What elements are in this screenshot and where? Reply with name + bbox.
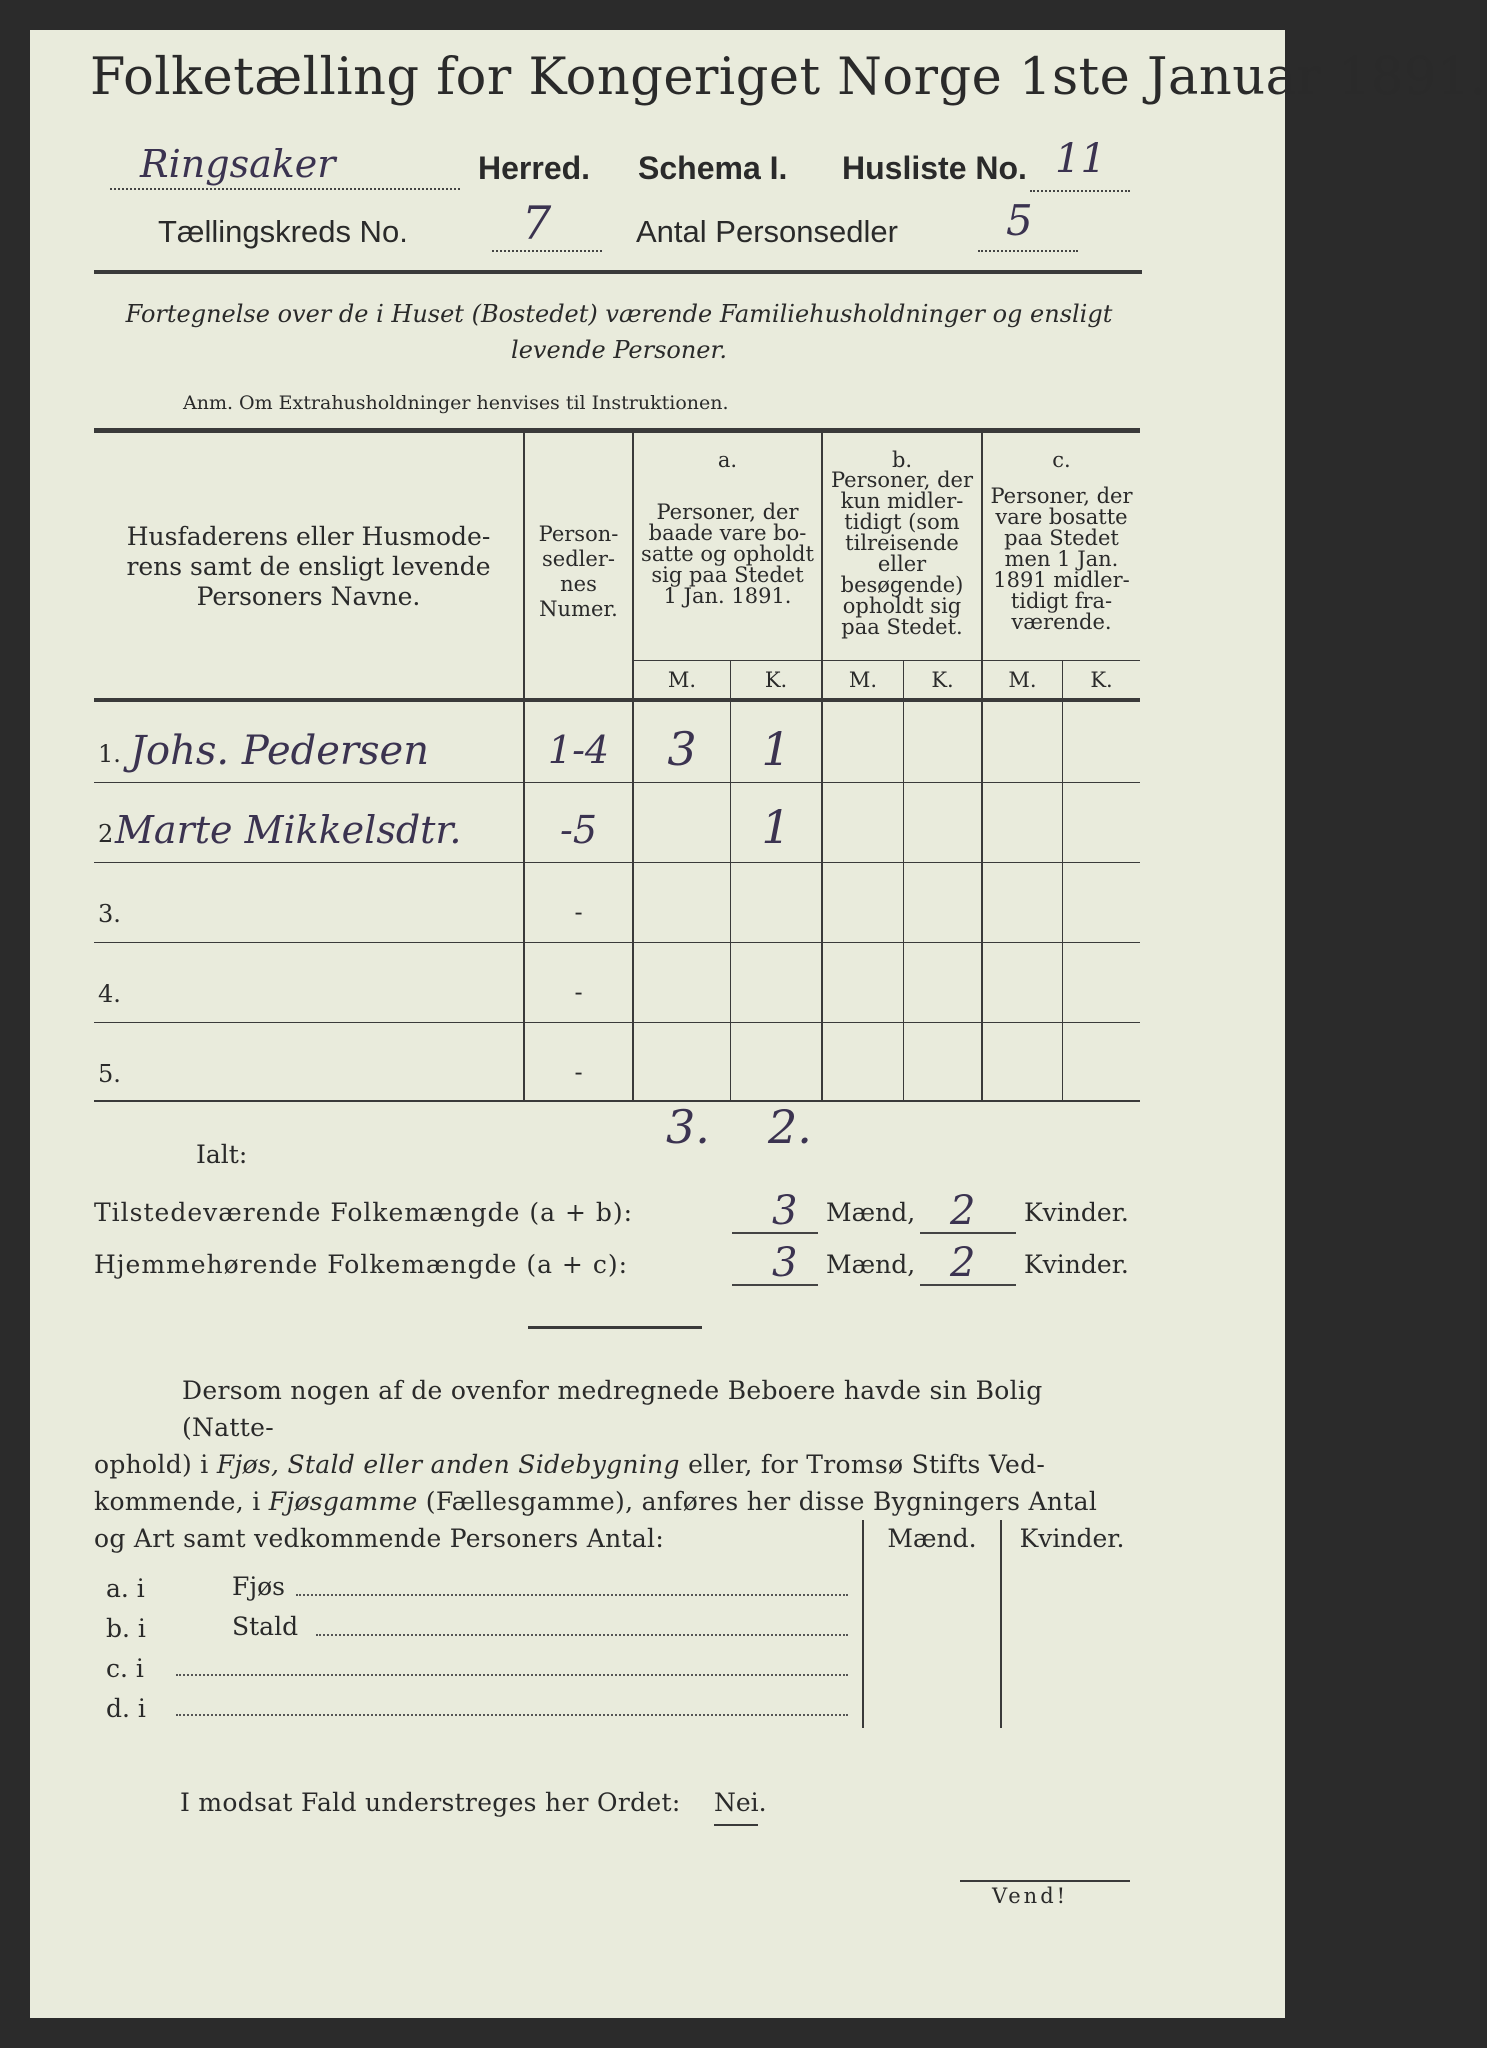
col-b-m: M.	[848, 668, 878, 692]
table-header-rule	[94, 698, 1140, 702]
tilstede-m: 3	[772, 1188, 798, 1234]
col-a-line: baade vare bo-	[648, 521, 807, 545]
col-a-m: M.	[667, 668, 697, 692]
row-number: 2	[98, 820, 114, 848]
col-c-line: tidigt fra-	[1010, 589, 1113, 613]
col-divider	[903, 660, 904, 1100]
hjemme-m-field	[732, 1240, 818, 1286]
herred-label: Herred.	[478, 150, 591, 186]
col-a-line: sig paa Stedet	[651, 563, 804, 587]
row-number: 4.	[98, 980, 121, 1008]
table-top-rule	[94, 428, 1140, 433]
col-b-line: tidigt (som	[844, 510, 960, 534]
tilstede-maend: Mænd,	[826, 1198, 916, 1227]
row-a-m: 3	[667, 722, 697, 776]
hjemme-maend: Mænd,	[826, 1250, 916, 1279]
intro-line1: Fortegnelse over de i Huset (Bostedet) værende Familiehusholdninger og ensligt	[125, 300, 1113, 328]
paragraph-line: og Art samt vedkommende Personers Antal:	[94, 1524, 665, 1553]
section-divider	[528, 1326, 702, 1329]
text-span: kommende, i	[94, 1487, 269, 1516]
col-num-header	[525, 522, 632, 622]
antal-label: Antal Personsedler	[636, 214, 898, 249]
tilstede-m-field	[732, 1188, 818, 1234]
col-b-line: eller	[877, 552, 927, 576]
row-rule	[94, 942, 1140, 943]
nei-word: Nei.	[714, 1788, 767, 1817]
herred-value: Ringsaker	[140, 142, 336, 186]
row-number: 3.	[98, 900, 121, 928]
census-form-page	[30, 30, 1487, 2018]
item-d-label: d. i	[106, 1694, 146, 1723]
row-num: 1-4	[547, 728, 610, 772]
taellingskreds-field	[492, 196, 602, 252]
item-b-label: b. i	[106, 1614, 146, 1643]
col-c-line: 1891 midler-	[993, 568, 1130, 592]
row-a-k: 1	[761, 800, 791, 854]
row-num: -	[574, 1058, 583, 1086]
col-c-line: men 1 Jan.	[1004, 547, 1119, 571]
col-a-line: 1 Jan. 1891.	[663, 584, 792, 608]
col-c-line: paa Stedet	[1004, 526, 1119, 550]
col-b-line: tilreisende	[845, 531, 959, 555]
item-a-label: a. i	[106, 1574, 145, 1603]
col-b-k: K.	[931, 668, 954, 692]
hjemme-k: 2	[950, 1240, 976, 1286]
vend-rule	[960, 1880, 1130, 1882]
col-a-header	[634, 502, 821, 607]
kvinder-header: Kvinder.	[1019, 1524, 1125, 1553]
nei-underline	[714, 1824, 758, 1826]
text-span: Fjøsgamme	[268, 1487, 418, 1516]
herred-field	[110, 142, 460, 190]
husliste-field	[1030, 136, 1130, 192]
col-names-line: Husfaderens eller Husmode-	[126, 522, 491, 551]
col-c-line: værende.	[1011, 610, 1112, 634]
paragraph-line	[94, 1446, 1140, 1483]
paragraph-line: Dersom nogen af de ovenfor medregnede Beboere havde sin Bolig (Natte-	[182, 1376, 1043, 1442]
header-rule	[94, 270, 1142, 274]
item-b-line	[316, 1634, 848, 1636]
text-span: (Fællesgamme), anføres her disse Bygningers Antal	[417, 1487, 1098, 1516]
husliste-label: Husliste No.	[842, 150, 1027, 186]
tilstede-label: Tilstedeværende Folkemængde (a + b):	[94, 1198, 634, 1227]
col-num-line: Numer.	[539, 597, 618, 621]
col-a-line: satte og opholdt	[641, 542, 814, 566]
text-span: ophold) i	[94, 1450, 217, 1479]
table-bottom-rule	[94, 1100, 1140, 1102]
col-c-line: Personer, der	[990, 484, 1133, 508]
hjemme-k-field	[920, 1240, 1016, 1286]
taellingskreds-value: 7	[522, 196, 552, 250]
col-b-line: besøgende)	[840, 573, 964, 597]
row-a-k: 1	[761, 722, 791, 776]
col-names-header	[96, 522, 521, 612]
item-b-name: Stald	[232, 1612, 299, 1641]
row-rule	[94, 862, 1140, 863]
husliste-value: 11	[1055, 136, 1106, 182]
col-names-line: rens samt de ensligt levende	[126, 552, 491, 581]
row-rule	[94, 1022, 1140, 1023]
ialt-k: 2.	[768, 1100, 812, 1154]
col-divider	[1000, 1520, 1002, 1728]
row-num: -5	[559, 808, 598, 852]
col-num-line: nes	[560, 572, 597, 596]
col-c-line: vare bosatte	[995, 505, 1128, 529]
col-b-line: opholdt sig	[842, 594, 962, 618]
col-a-letter: a.	[717, 448, 738, 472]
tilstede-k-field	[920, 1188, 1016, 1234]
col-num-line: Person-	[538, 522, 619, 546]
intro-line2: levende Personer.	[511, 336, 727, 364]
row-name: Marte Mikkelsdtr.	[115, 808, 462, 852]
hjemme-kvinder: Kvinder.	[1024, 1250, 1129, 1279]
col-names-line: Personers Navne.	[196, 582, 421, 611]
text-span: Fjøs, Stald eller anden Sidebygning	[216, 1450, 680, 1479]
item-a-line	[296, 1594, 848, 1596]
maend-header: Mænd.	[887, 1524, 977, 1553]
item-c-line	[176, 1674, 848, 1676]
antal-value: 5	[1006, 196, 1033, 245]
col-a-line: Personer, der	[656, 500, 799, 524]
col-b-line: Personer, der	[830, 468, 974, 492]
ialt-m: 3.	[666, 1100, 710, 1154]
item-d-line	[176, 1714, 848, 1716]
col-c-letter: c.	[1052, 448, 1071, 472]
col-c-k: K.	[1090, 668, 1113, 692]
col-c-header	[983, 486, 1140, 633]
hjemme-label: Hjemmehørende Folkemængde (a + c):	[94, 1250, 628, 1279]
anm-note: Anm. Om Extrahusholdninger henvises til Instruktionen.	[183, 392, 729, 414]
item-c-label: c. i	[106, 1654, 144, 1683]
col-b-line: kun midler-	[840, 489, 964, 513]
tilstede-kvinder: Kvinder.	[1024, 1198, 1129, 1227]
row-num: -	[574, 978, 583, 1006]
paragraph-line	[94, 1483, 1140, 1520]
row-number: 5.	[98, 1060, 121, 1088]
row-rule	[94, 782, 1140, 783]
col-b-letter: b.	[891, 448, 913, 472]
col-a-k: K.	[764, 668, 788, 692]
text-span: eller, for Tromsø Stifts Ved-	[679, 1450, 1046, 1479]
mk-rule	[632, 660, 1140, 661]
col-divider	[862, 1520, 864, 1728]
col-c-m: M.	[1008, 668, 1037, 692]
row-num: -	[574, 898, 583, 926]
row-name: Johs. Pedersen	[130, 728, 429, 774]
antal-field	[978, 196, 1078, 252]
col-b-line: paa Stedet.	[841, 615, 963, 639]
taellingskreds-label: Tællingskreds No.	[158, 214, 408, 249]
form-title: Folketælling for Kongeriget Norge 1ste Januar 1891.	[90, 48, 1487, 107]
col-b-header	[823, 470, 981, 638]
row-number: 1.	[98, 740, 121, 768]
col-num-line: sedler-	[542, 547, 615, 571]
tilstede-k: 2	[950, 1188, 976, 1234]
item-a-name: Fjøs	[232, 1572, 285, 1601]
hjemme-m: 3	[772, 1240, 798, 1286]
vend-label: Vend!	[992, 1884, 1069, 1908]
ialt-label: Ialt:	[196, 1140, 248, 1169]
modsat-label: I modsat Fald understreges her Ordet:	[180, 1788, 681, 1817]
col-divider	[1062, 660, 1063, 1100]
schema-label: Schema I.	[638, 150, 788, 186]
